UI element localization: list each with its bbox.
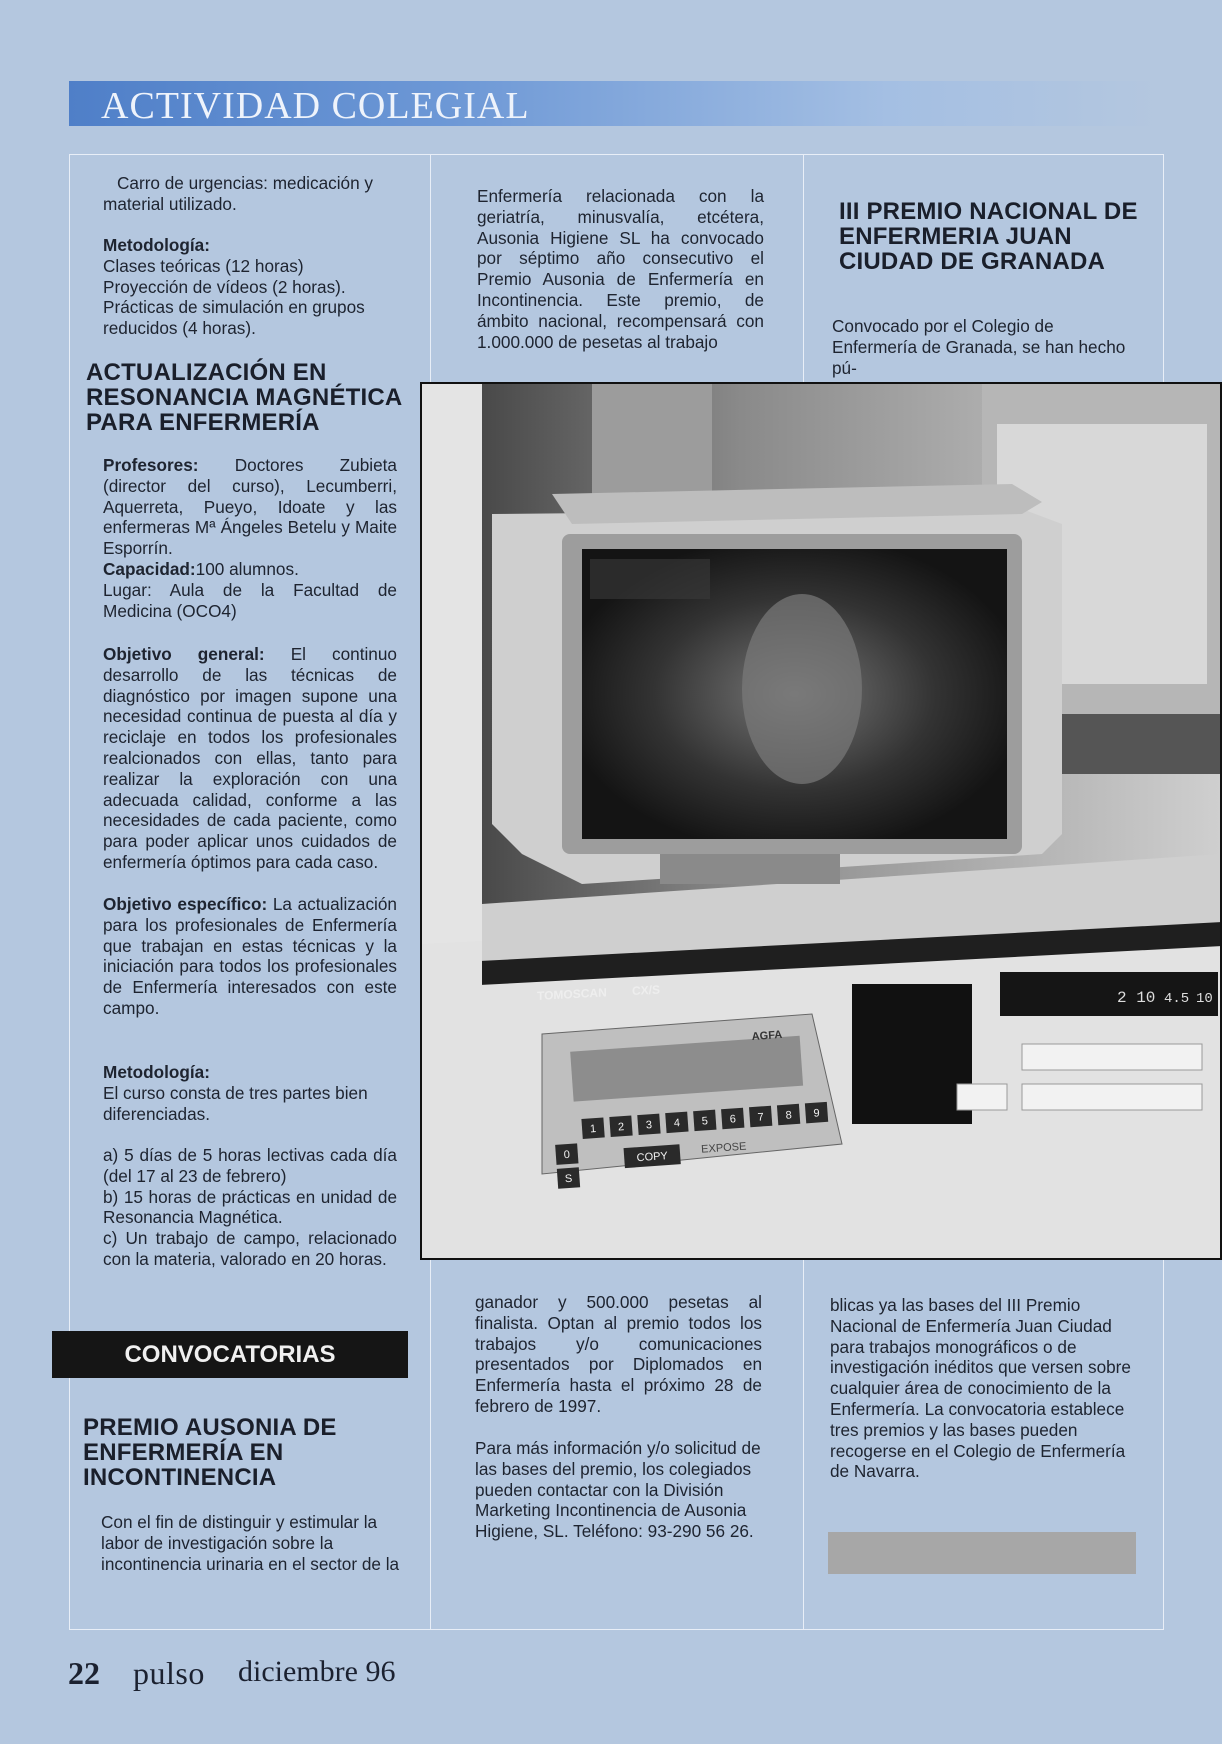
items-block [103, 1145, 397, 1270]
display-number: 10 [1196, 991, 1213, 1007]
metodologia-line: Prácticas de simulación en grupos reducidos (4 horas). [103, 297, 365, 339]
profesores-block [103, 455, 397, 621]
item-a: a) 5 días de 5 horas lectivas cada día (del 17 al 23 de febrero) [103, 1145, 397, 1186]
key-label: 6 [729, 1113, 737, 1126]
metodologia-label: Metodología: [103, 235, 210, 255]
display-number: 2 10 [1117, 989, 1156, 1007]
capacidad-text: 100 alumnos. [195, 558, 299, 579]
gray-placeholder-box [828, 1532, 1136, 1574]
keypad-brand: AGFA [751, 1028, 783, 1043]
ausonia-block [101, 1512, 401, 1574]
key-label: S [564, 1172, 573, 1186]
item-c: c) Un trabajo de campo, relacionado con la materia, valorado en 20 horas. [103, 1228, 397, 1269]
objetivo-general-block [103, 644, 397, 873]
key-label: 5 [701, 1115, 709, 1128]
display-number: 4.5 [1164, 991, 1190, 1007]
key-expose: EXPOSE [700, 1140, 747, 1156]
objetivo-especifico-label: Objetivo específico: [103, 894, 268, 914]
col2-top-text: Enfermería relacionada con la geriatría, minusvalía, etcétera, Ausonia Higiene SL ha convocado por séptimo año consecutivo el Premio Ausonia de Enfermería en Incontinencia. Este premio, de ámbito nacional, recompensará con 1.000.000 de pesetas al trabajo [477, 186, 764, 352]
objetivo-especifico-block [103, 894, 397, 1019]
key-label: 0 [563, 1148, 571, 1162]
profesores-label: Profesores: [103, 455, 199, 475]
console-model: CX/S [632, 982, 660, 998]
console-brand: TOMOSCAN [537, 985, 607, 1003]
heading-juan-ciudad: III PREMIO NACIONAL DE ENFERMERIA JUAN CIUDAD DE GRANADA [839, 198, 1138, 275]
objetivo-general-label: Objetivo general: [103, 644, 265, 664]
convocatorias-label: CONVOCATORIAS [124, 1341, 336, 1368]
key-label: 8 [785, 1109, 793, 1122]
convocatorias-bar [52, 1331, 408, 1378]
metodologia-line: Clases teóricas (12 horas) [103, 255, 304, 276]
key-label: 3 [645, 1119, 653, 1132]
metodologia-block-2 [103, 1062, 397, 1124]
profesores-text: Doctores Zubieta (director del curso), Lecumberri, Aquerreta, Pueyo, Idoate y las enfermeras Mª Ángeles Betelu y Maite Esporrín. [103, 455, 397, 559]
photo-ct-console [420, 382, 1222, 1260]
key-label: 2 [617, 1121, 625, 1134]
heading-ausonia: PREMIO AUSONIA DE ENFERMERÍA EN INCONTINENCIA [83, 1414, 337, 1491]
col2-top [477, 186, 764, 352]
col3-bottom [830, 1295, 1135, 1482]
col2-info-text: Para más información y/o solicitud de las bases del premio, los colegiados pueden contactar con la División Marketing Incontinencia de Ausonia Higiene, SL. Teléfono: 93-290 56 26. [475, 1438, 761, 1542]
col2-bottom [475, 1292, 762, 1417]
col2-info [475, 1438, 765, 1542]
objetivo-general-text: El continuo desarrollo de las técnicas de diagnóstico por imagen supone una necesidad continua de puesta al día y reciclaje en todos los profesionales realcionados con ellas, tanto para realizar la exploración con una adecuada calidad, conforme a las necesidades de cada paciente, como para poder aplicar unos cuidados de enfermería óptimos para cada caso. [103, 644, 397, 872]
magazine-name: pulso [133, 1655, 205, 1691]
key-label: 4 [673, 1117, 681, 1130]
key-label: 9 [813, 1107, 821, 1120]
col3-top [832, 316, 1132, 378]
section-title: ACTIVIDAD COLEGIAL [101, 85, 530, 127]
metodologia-block-1 [103, 235, 403, 339]
ausonia-text: Con el fin de distinguir y estimular la labor de investigación sobre la incontinencia urinaria en el sector de la [101, 1512, 400, 1574]
heading-resonancia: ACTUALIZACIÓN EN RESONANCIA MAGNÉTICA PARA ENFERMERÍA [86, 359, 402, 436]
col2-bottom-text: ganador y 500.000 pesetas al finalista. Optan al premio todos los trabajos y/o comunicaciones presentados por Diplomados en Enfermería hasta el próximo 28 de febrero de 1997. [475, 1292, 762, 1416]
metodologia-label-2: Metodología: [103, 1062, 210, 1082]
lugar-text: Lugar: Aula de la Facultad de Medicina (OCO4) [103, 579, 397, 621]
page-number: 22 [68, 1655, 100, 1691]
capacidad-label: Capacidad: [103, 558, 196, 579]
objetivo-especifico-text: La actualización para los profesionales de Enfermería que trabajan en estas técnicas y la iniciación para todos los profesionales de Enfermería interesados con este campo. [103, 894, 397, 1018]
col3-bottom-text: blicas ya las bases del III Premio Nacional de Enfermería Juan Ciudad para trabajos monográficos o de investigación inéditos que versen sobre cualquier área de conocimiento de la Enfermería. La convocatoria establece tres premios y las bases pueden recogerse en el Colegio de Enfermería de Navarra. [830, 1295, 1131, 1482]
column-rule-left [69, 155, 70, 1630]
col3-top-text: Convocado por el Colegio de Enfermería de Granada, se han hecho pú- [832, 316, 1126, 378]
frame-rule-bottom [69, 1629, 1164, 1630]
item-b: b) 15 horas de prácticas en unidad de Resonancia Magnética. [103, 1186, 397, 1228]
frame-rule-top [69, 154, 1164, 155]
section-header-bar [69, 81, 1160, 126]
issue-date: diciembre 96 [238, 1655, 396, 1688]
photo-illustration [422, 384, 1220, 1258]
intro-text: Carro de urgencias: medicación y material utilizado. [103, 173, 374, 214]
metodologia-text-2: El curso consta de tres partes bien diferenciadas. [103, 1082, 368, 1124]
key-copy: COPY [636, 1150, 669, 1165]
metodologia-line: Proyección de vídeos (2 horas). [103, 276, 346, 297]
col1-intro [103, 173, 408, 215]
key-label: 7 [757, 1111, 765, 1124]
key-label: 1 [589, 1123, 597, 1136]
